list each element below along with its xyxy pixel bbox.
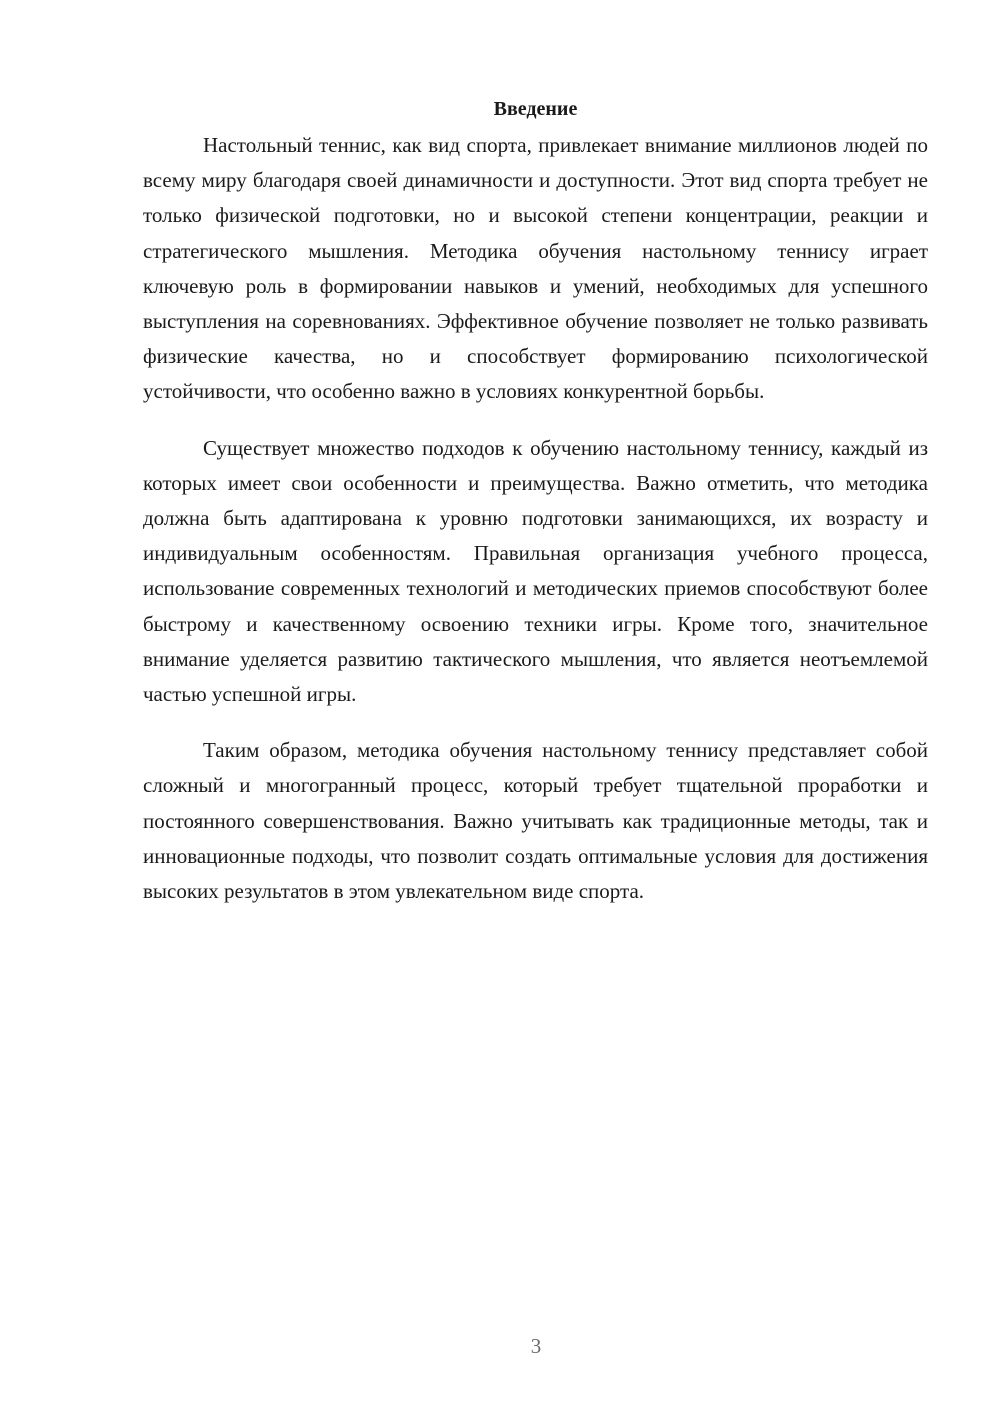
page-content [143,92,928,930]
paragraph-2: Существует множество подходов к обучению настольному теннису, каждый из которых имеет свои особенности и преимущества. Важно отметить, что методика должна быть адаптирована к уровню подготовки занимающихся, их возрасту и индивидуальным особенностям. Правильная организация учебного процесса, использование современных технологий и методических приемов способствуют более быстрому и качественному освоению техники игры. Кроме того, значительное внимание уделяется развитию тактического мышления, что является неотъемлемой частью успешной игры. [143,435,928,707]
page-number: 3 [530,1334,542,1358]
paragraph-3: Таким образом, методика обучения настольному теннису представляет собой сложный и многогранный процесс, который требует тщательной проработки и постоянного совершенствования. Важно учитывать как традиционные методы, так и инновационные подходы, что позволит создать оптимальные условия для достижения высоких результатов в этом увлекательном виде спорта. [143,738,928,904]
section-title: Введение [493,98,578,120]
paragraph-1: Настольный теннис, как вид спорта, привлекает внимание миллионов людей по всему миру благодаря своей динамичности и доступности. Этот вид спорта требует не только физической подготовки, но и высокой степени концентрации, реакции и стратегического мышления. Методика обучения настольному теннису играет ключевую роль в формировании навыков и умений, необходимых для успешного выступления на соревнованиях. Эффективное обучение позволяет не только развивать физические качества, но и способствует формированию психологической устойчивости, что особенно важно в условиях конкурентной борьбы. [143,133,928,404]
